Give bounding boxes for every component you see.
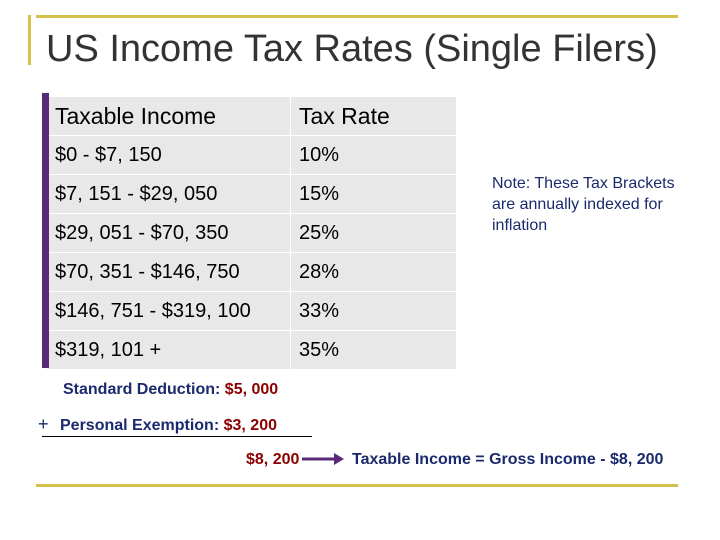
inflation-note: Note: These Tax Brackets are annually indexed for inflation xyxy=(492,175,675,234)
income-cell: $0 - $7, 150 xyxy=(47,136,291,175)
table-header-row xyxy=(47,97,457,136)
sum-underline xyxy=(42,436,312,437)
rate-cell: 10% xyxy=(291,136,457,175)
rate-cell: 28% xyxy=(291,253,457,292)
frame-bottom-rule xyxy=(36,484,678,487)
income-cell: $70, 351 - $146, 750 xyxy=(47,253,291,292)
frame-top-rule xyxy=(36,15,678,18)
income-cell: $7, 151 - $29, 050 xyxy=(47,175,291,214)
personal-exemption xyxy=(60,417,277,435)
frame-left-rule xyxy=(28,15,31,65)
taxable-income-formula: Taxable Income = Gross Income - $8, 200 xyxy=(352,451,664,468)
table-accent-bar xyxy=(42,93,49,368)
tax-rates-table xyxy=(46,96,457,370)
table-row xyxy=(47,136,457,175)
table-row xyxy=(47,175,457,214)
rate-cell: 33% xyxy=(291,292,457,331)
personal-exemption-value: $3, 200 xyxy=(223,417,277,434)
standard-deduction-label: Standard Deduction: xyxy=(63,381,221,398)
personal-exemption-label: Personal Exemption: xyxy=(60,417,220,434)
header-taxable-income: Taxable Income xyxy=(47,97,291,136)
table-row xyxy=(47,253,457,292)
total-deductions: $8, 200 xyxy=(246,451,300,468)
rate-cell: 25% xyxy=(291,214,457,253)
table-row xyxy=(47,214,457,253)
income-cell: $29, 051 - $70, 350 xyxy=(47,214,291,253)
standard-deduction-value: $5, 000 xyxy=(224,381,279,398)
slide-title: US Income Tax Rates (Single Filers) xyxy=(46,28,658,70)
right-arrow-icon xyxy=(300,451,346,467)
income-cell: $146, 751 - $319, 100 xyxy=(47,292,291,331)
rate-cell: 15% xyxy=(291,175,457,214)
header-tax-rate: Tax Rate xyxy=(291,97,457,136)
rate-cell: 35% xyxy=(291,331,457,370)
table-row xyxy=(47,292,457,331)
income-cell: $319, 101 + xyxy=(47,331,291,370)
plus-sign: + xyxy=(38,414,49,434)
standard-deduction xyxy=(63,381,278,399)
table-row xyxy=(47,331,457,370)
